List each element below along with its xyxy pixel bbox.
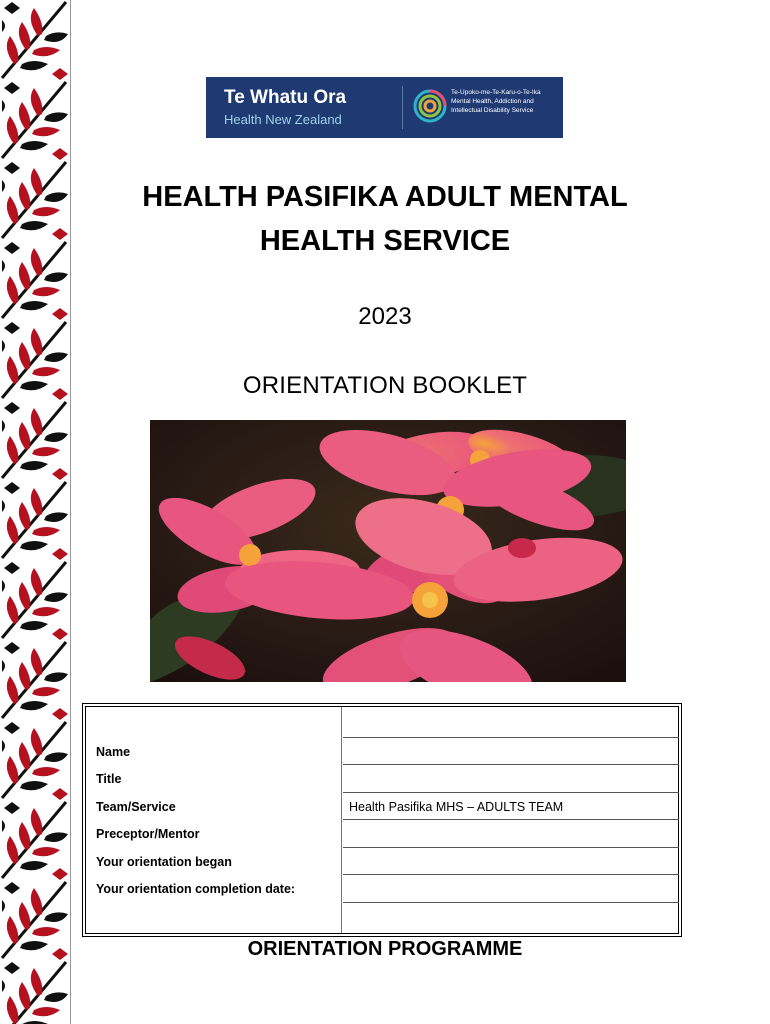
input-line	[343, 847, 679, 848]
orientation-began-label: Your orientation began	[96, 855, 232, 869]
column-divider	[341, 707, 342, 933]
orientation-programme-heading: ORIENTATION PROGRAMME	[247, 938, 523, 960]
document-title	[100, 175, 670, 263]
input-line	[343, 874, 679, 875]
logo-right-line2: Mental Health, Addiction and	[451, 98, 534, 105]
document-year: 2023	[358, 303, 412, 330]
completion-date-label: Your orientation completion date:	[96, 882, 296, 896]
logo-banner	[206, 77, 563, 138]
input-line	[343, 902, 679, 903]
logo-right-line3: Intellectual Disability Service	[451, 107, 534, 114]
input-line	[343, 737, 679, 738]
logo-service-text	[451, 88, 561, 115]
name-label: Name	[96, 745, 131, 759]
logo-divider	[402, 86, 403, 129]
title-line-2: HEALTH SERVICE	[259, 225, 511, 257]
title-label: Title	[96, 772, 122, 786]
team-service-label: Team/Service	[96, 800, 176, 814]
logo-title: Te Whatu Ora	[224, 87, 347, 108]
input-line	[343, 819, 679, 820]
trainee-details-box	[82, 703, 682, 937]
document-subtitle: ORIENTATION BOOKLET	[242, 372, 528, 399]
koru-logo-icon	[413, 89, 447, 123]
tapa-border-pattern	[0, 0, 71, 1024]
input-line	[343, 792, 679, 793]
input-line	[343, 764, 679, 765]
logo-subtitle: Health New Zealand	[224, 112, 342, 127]
logo-right-line1: Te-Upoko-me-Te-Karu-o-Te-Ika	[451, 89, 541, 96]
preceptor-mentor-label: Preceptor/Mentor	[96, 827, 200, 841]
team-service-value[interactable]: Health Pasifika MHS – ADULTS TEAM	[349, 800, 564, 814]
frangipani-flowers-photo	[150, 420, 626, 682]
title-line-1: HEALTH PASIFIKA ADULT MENTAL	[142, 181, 628, 213]
